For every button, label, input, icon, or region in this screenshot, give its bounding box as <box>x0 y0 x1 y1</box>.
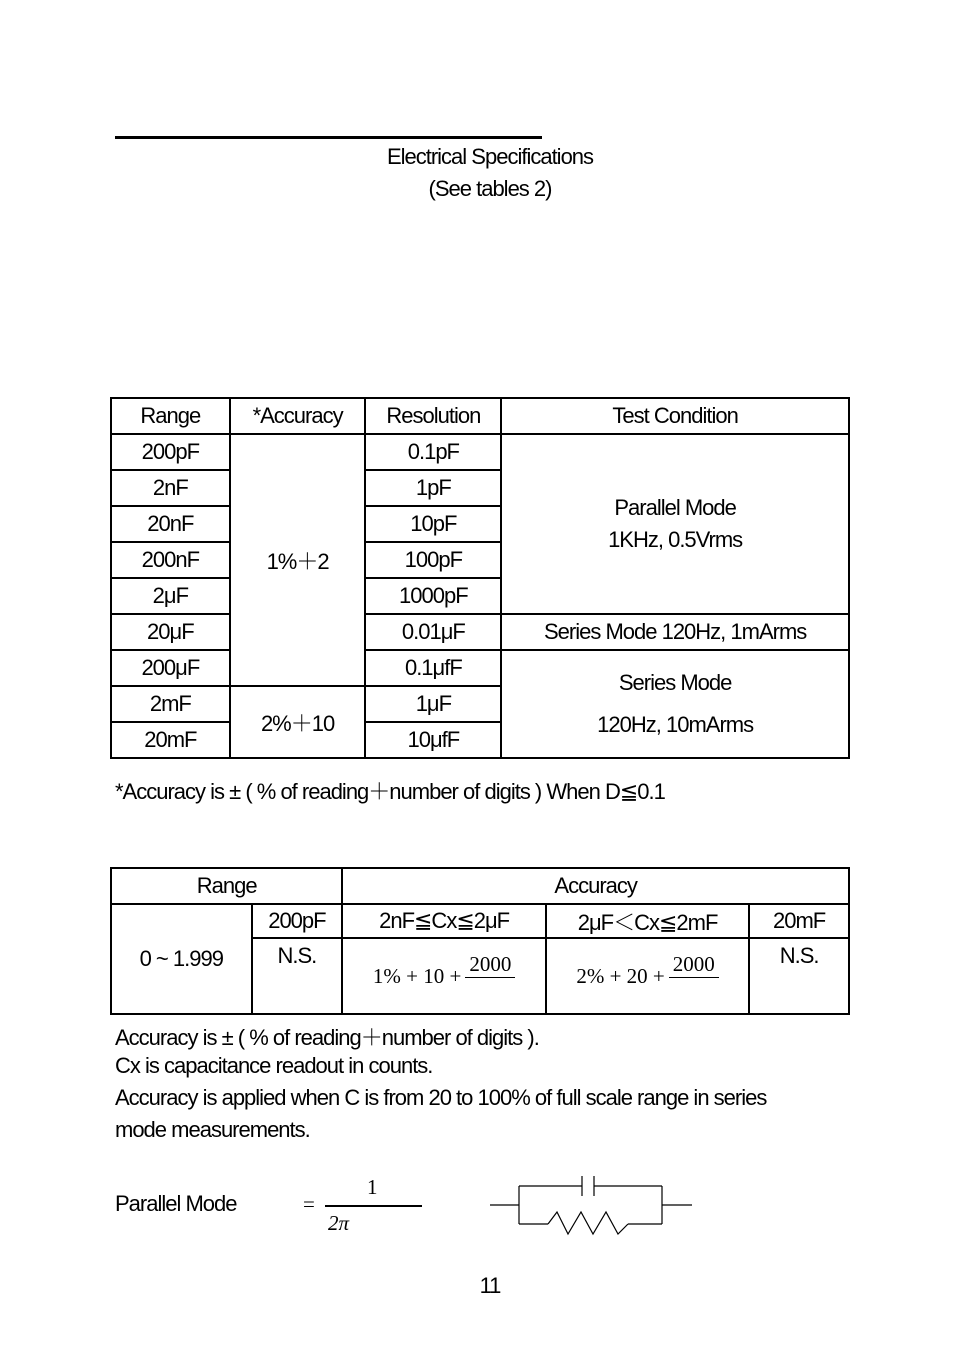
page-number: 11 <box>479 1273 501 1298</box>
header-rule <box>115 136 542 139</box>
page-subtitle: (See tables 2) <box>428 176 552 201</box>
resolution-cell: 100pF <box>365 542 501 578</box>
condition-series-2-line2: 120Hz, 10mArms <box>597 712 754 737</box>
header-accuracy: Accuracy <box>342 868 849 904</box>
condition-series-2 <box>501 650 849 758</box>
range-cell: 200pF <box>111 434 230 470</box>
resolution-cell: 1000pF <box>365 578 501 614</box>
range-cell: 2nF <box>111 470 230 506</box>
range-cell: 20μF <box>111 614 230 650</box>
ns-cell: N.S. <box>749 938 849 1014</box>
formula-cell-2 <box>546 938 749 1014</box>
range-cell: 200nF <box>111 542 230 578</box>
formula-1 <box>372 951 515 990</box>
condition-parallel <box>501 434 849 614</box>
table-row <box>111 614 849 650</box>
parallel-fraction-bar <box>325 1205 422 1207</box>
resolution-cell: 0.1μfF <box>365 650 501 686</box>
parallel-numerator: 1 <box>367 1175 378 1199</box>
condition-series-2-line1: Series Mode <box>618 670 732 695</box>
parallel-denominator: 2π <box>328 1211 350 1235</box>
col-20mf: 20mF <box>749 904 849 938</box>
col-2nf-2uf: 2nF≦Cx≦2μF <box>342 904 546 938</box>
parallel-equals: = <box>303 1192 315 1216</box>
header-test-condition: Test Condition <box>501 398 849 434</box>
header-accuracy: *Accuracy <box>230 398 366 434</box>
table-row <box>111 904 849 938</box>
col-2uf-2mf: 2μF＜Cx≦2mF <box>546 904 749 938</box>
condition-parallel-line1: Parallel Mode <box>614 495 736 520</box>
parallel-circuit-icon <box>488 1172 694 1242</box>
range-cell: 20mF <box>111 722 230 758</box>
resolution-cell: 1pF <box>365 470 501 506</box>
note-line-4: mode measurements. <box>115 1117 310 1142</box>
resolution-cell: 10pF <box>365 506 501 542</box>
dissipation-table <box>110 867 850 1015</box>
table-header-row <box>111 868 849 904</box>
resolution-cell: 1μF <box>365 686 501 722</box>
range-cell: 2μF <box>111 578 230 614</box>
parallel-mode-label: Parallel Mode <box>115 1191 237 1216</box>
formula-2-numerator: 2000 <box>669 951 719 978</box>
condition-series-1: Series Mode 120Hz, 1mArms <box>501 614 849 650</box>
formula-2 <box>576 951 718 990</box>
header-resolution: Resolution <box>365 398 501 434</box>
condition-parallel-line2: 1KHz, 0.5Vrms <box>608 527 743 552</box>
table-row <box>111 650 849 686</box>
accuracy-cell: 2%＋10 <box>230 686 366 758</box>
table-row <box>111 434 849 470</box>
range-value-cell: 0 ~ 1.999 <box>111 904 252 1014</box>
note-line-1: Accuracy is ± ( % of reading＋number of digits ). <box>115 1025 539 1050</box>
note-line-2: Cx is capacitance readout in counts. <box>115 1053 433 1078</box>
header-range: Range <box>111 398 230 434</box>
range-cell: 2mF <box>111 686 230 722</box>
formula-cell-1 <box>342 938 546 1014</box>
page-title: Electrical Specifications <box>386 144 594 169</box>
header-range: Range <box>111 868 342 904</box>
formula-1-numerator: 2000 <box>465 951 515 978</box>
table1-footnote: *Accuracy is ± ( % of reading＋number of digits ) When D≦0.1 <box>115 779 665 804</box>
col-200pf: 200pF <box>252 904 343 938</box>
resolution-cell: 0.1pF <box>365 434 501 470</box>
range-cell: 200μF <box>111 650 230 686</box>
resolution-cell: 0.01μF <box>365 614 501 650</box>
formula-2-prefix: 2% + 20 + <box>576 963 665 988</box>
formula-1-prefix: 1% + 10 + <box>372 963 462 988</box>
accuracy-cell: 1%＋2 <box>230 434 366 686</box>
ns-cell: N.S. <box>252 938 343 1014</box>
range-cell: 20nF <box>111 506 230 542</box>
spec-table <box>110 397 850 759</box>
note-line-3: Accuracy is applied when C is from 20 to 100% of full scale range in series <box>115 1085 767 1110</box>
table-header-row <box>111 398 849 434</box>
resolution-cell: 10μfF <box>365 722 501 758</box>
